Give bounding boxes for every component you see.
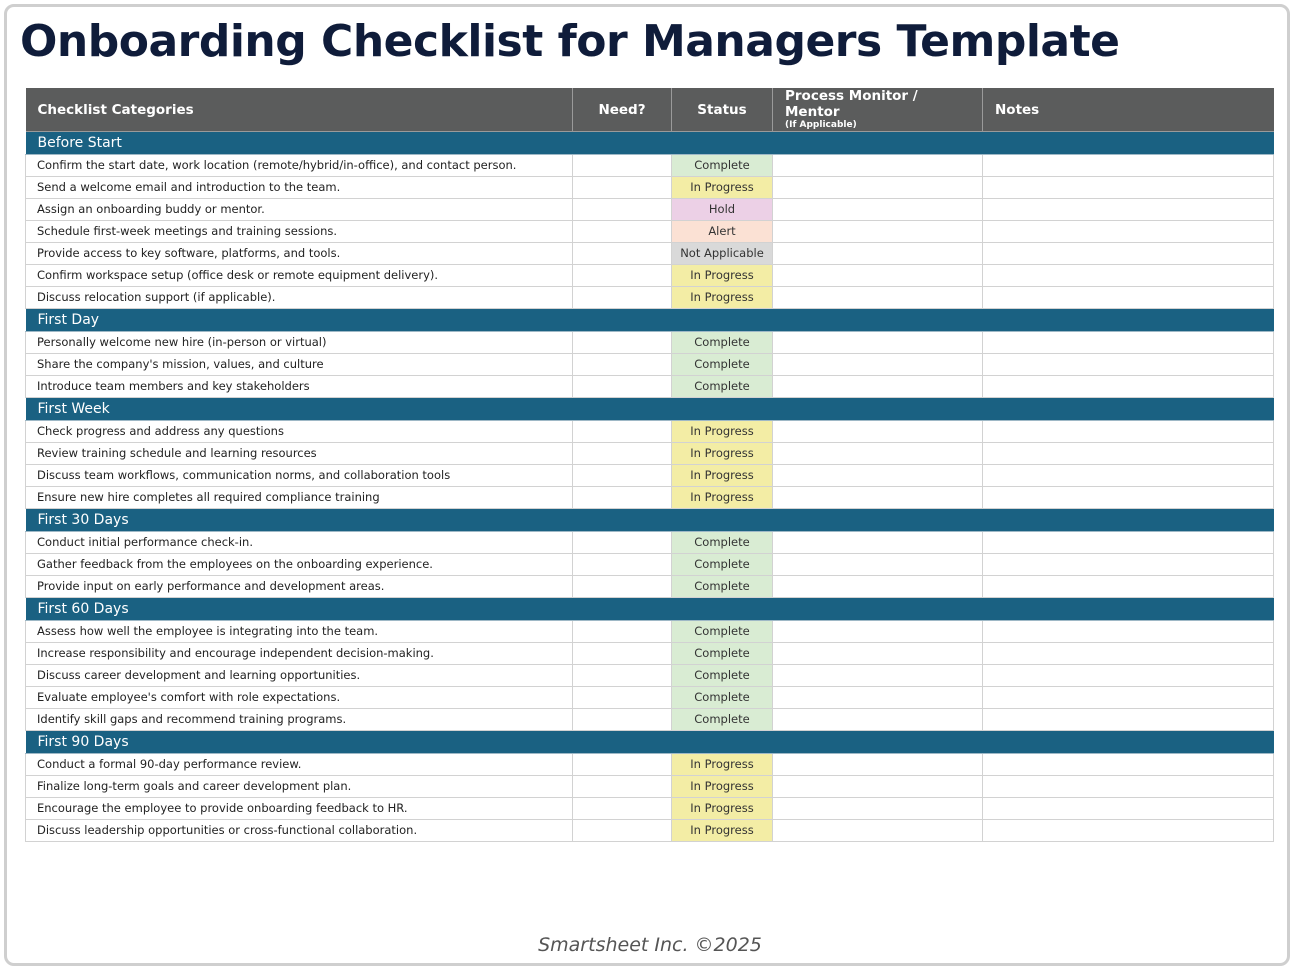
table-row — [26, 798, 1274, 820]
need-cell[interactable] — [573, 798, 672, 820]
task-cell[interactable]: Gather feedback from the employees on the onboarding experience. — [26, 554, 573, 576]
monitor-cell[interactable] — [773, 576, 983, 598]
notes-cell[interactable] — [983, 820, 1274, 842]
monitor-cell[interactable] — [773, 798, 983, 820]
need-cell[interactable] — [573, 621, 672, 643]
monitor-cell[interactable] — [773, 643, 983, 665]
task-cell[interactable]: Discuss relocation support (if applicable). — [26, 287, 573, 309]
need-cell[interactable] — [573, 243, 672, 265]
notes-cell[interactable] — [983, 177, 1274, 199]
table-row — [26, 287, 1274, 309]
section-title: First 30 Days — [26, 509, 1274, 532]
section-row — [26, 598, 1274, 621]
monitor-cell[interactable] — [773, 221, 983, 243]
section-row — [26, 132, 1274, 155]
table-row — [26, 665, 1274, 687]
monitor-cell[interactable] — [773, 155, 983, 177]
need-cell[interactable] — [573, 487, 672, 509]
need-cell[interactable] — [573, 155, 672, 177]
task-cell[interactable]: Discuss leadership opportunities or cross-functional collaboration. — [26, 820, 573, 842]
section-title: First 90 Days — [26, 731, 1274, 754]
monitor-cell[interactable] — [773, 332, 983, 354]
task-cell[interactable]: Identify skill gaps and recommend training programs. — [26, 709, 573, 731]
monitor-cell[interactable] — [773, 287, 983, 309]
section-title: First Day — [26, 309, 1274, 332]
task-cell[interactable]: Discuss career development and learning opportunities. — [26, 665, 573, 687]
status-cell[interactable]: Complete — [672, 376, 773, 398]
monitor-cell[interactable] — [773, 709, 983, 731]
status-cell[interactable]: In Progress — [672, 798, 773, 820]
need-cell[interactable] — [573, 354, 672, 376]
task-cell[interactable]: Finalize long-term goals and career development plan. — [26, 776, 573, 798]
status-cell[interactable]: Complete — [672, 332, 773, 354]
section-title: First 60 Days — [26, 598, 1274, 621]
checklist-table — [25, 88, 1274, 842]
task-cell[interactable]: Confirm workspace setup (office desk or remote equipment delivery). — [26, 265, 573, 287]
table-row — [26, 621, 1274, 643]
need-cell[interactable] — [573, 820, 672, 842]
table-row — [26, 177, 1274, 199]
notes-cell[interactable] — [983, 576, 1274, 598]
notes-cell[interactable] — [983, 221, 1274, 243]
notes-cell[interactable] — [983, 199, 1274, 221]
monitor-cell[interactable] — [773, 665, 983, 687]
status-cell[interactable]: Complete — [672, 155, 773, 177]
monitor-cell[interactable] — [773, 243, 983, 265]
notes-cell[interactable] — [983, 287, 1274, 309]
status-cell[interactable]: In Progress — [672, 287, 773, 309]
checklist-body — [26, 132, 1274, 842]
need-cell[interactable] — [573, 576, 672, 598]
notes-cell[interactable] — [983, 243, 1274, 265]
task-cell[interactable]: Share the company's mission, values, and culture — [26, 354, 573, 376]
notes-cell[interactable] — [983, 776, 1274, 798]
status-cell[interactable]: Complete — [672, 643, 773, 665]
footer-text: Smartsheet Inc. ©2025 — [538, 934, 762, 956]
status-cell[interactable]: In Progress — [672, 465, 773, 487]
status-cell[interactable]: Complete — [672, 554, 773, 576]
notes-cell[interactable] — [983, 465, 1274, 487]
need-cell[interactable] — [573, 443, 672, 465]
notes-cell[interactable] — [983, 155, 1274, 177]
status-cell[interactable]: In Progress — [672, 820, 773, 842]
need-cell[interactable] — [573, 376, 672, 398]
task-cell[interactable]: Evaluate employee's comfort with role expectations. — [26, 687, 573, 709]
notes-cell[interactable] — [983, 487, 1274, 509]
table-row — [26, 221, 1274, 243]
task-cell[interactable]: Ensure new hire completes all required compliance training — [26, 487, 573, 509]
status-cell[interactable]: Complete — [672, 665, 773, 687]
table-row — [26, 443, 1274, 465]
section-row — [26, 731, 1274, 754]
column-header-monitor — [773, 88, 983, 132]
task-cell[interactable]: Conduct initial performance check-in. — [26, 532, 573, 554]
task-cell[interactable]: Personally welcome new hire (in-person or virtual) — [26, 332, 573, 354]
status-cell[interactable]: In Progress — [672, 754, 773, 776]
page-title: Onboarding Checklist for Managers Template — [20, 16, 1120, 67]
need-cell[interactable] — [573, 754, 672, 776]
monitor-cell[interactable] — [773, 687, 983, 709]
column-header-category: Checklist Categories — [26, 88, 573, 132]
status-cell[interactable]: Complete — [672, 532, 773, 554]
status-cell[interactable]: Complete — [672, 621, 773, 643]
monitor-cell[interactable] — [773, 421, 983, 443]
status-cell[interactable]: Complete — [672, 576, 773, 598]
monitor-cell[interactable] — [773, 820, 983, 842]
status-cell[interactable]: Complete — [672, 354, 773, 376]
table-row — [26, 155, 1274, 177]
status-cell[interactable]: In Progress — [672, 421, 773, 443]
notes-cell[interactable] — [983, 754, 1274, 776]
need-cell[interactable] — [573, 177, 672, 199]
notes-cell[interactable] — [983, 687, 1274, 709]
need-cell[interactable] — [573, 265, 672, 287]
monitor-cell[interactable] — [773, 199, 983, 221]
need-cell[interactable] — [573, 221, 672, 243]
status-cell[interactable]: In Progress — [672, 487, 773, 509]
task-cell[interactable]: Assess how well the employee is integrating into the team. — [26, 621, 573, 643]
need-cell[interactable] — [573, 687, 672, 709]
table-row — [26, 532, 1274, 554]
table-row — [26, 554, 1274, 576]
need-cell[interactable] — [573, 709, 672, 731]
header-row — [26, 88, 1274, 132]
footer-copyright — [0, 934, 1300, 956]
table-row — [26, 576, 1274, 598]
status-cell[interactable]: In Progress — [672, 776, 773, 798]
notes-cell[interactable] — [983, 354, 1274, 376]
status-cell[interactable]: In Progress — [672, 265, 773, 287]
table-row — [26, 643, 1274, 665]
table-row — [26, 776, 1274, 798]
monitor-cell[interactable] — [773, 443, 983, 465]
column-header-status: Status — [672, 88, 773, 132]
table-row — [26, 421, 1274, 443]
table-row — [26, 376, 1274, 398]
table-row — [26, 332, 1274, 354]
column-header-need: Need? — [573, 88, 672, 132]
task-cell[interactable]: Confirm the start date, work location (remote/hybrid/in-office), and contact person. — [26, 155, 573, 177]
need-cell[interactable] — [573, 199, 672, 221]
table-row — [26, 199, 1274, 221]
need-cell[interactable] — [573, 465, 672, 487]
table-row — [26, 487, 1274, 509]
column-header-monitor-label: Process Monitor / Mentor — [785, 88, 918, 120]
task-cell[interactable]: Assign an onboarding buddy or mentor. — [26, 199, 573, 221]
need-cell[interactable] — [573, 776, 672, 798]
notes-cell[interactable] — [983, 265, 1274, 287]
monitor-cell[interactable] — [773, 177, 983, 199]
need-cell[interactable] — [573, 287, 672, 309]
table-row — [26, 243, 1274, 265]
need-cell[interactable] — [573, 532, 672, 554]
status-cell[interactable]: In Progress — [672, 443, 773, 465]
task-cell[interactable]: Provide access to key software, platforms, and tools. — [26, 243, 573, 265]
table-row — [26, 820, 1274, 842]
table-row — [26, 465, 1274, 487]
monitor-cell[interactable] — [773, 621, 983, 643]
notes-cell[interactable] — [983, 421, 1274, 443]
status-cell[interactable]: In Progress — [672, 177, 773, 199]
column-header-monitor-sublabel: (If Applicable) — [785, 120, 857, 130]
notes-cell[interactable] — [983, 798, 1274, 820]
monitor-cell[interactable] — [773, 376, 983, 398]
need-cell[interactable] — [573, 665, 672, 687]
task-cell[interactable]: Discuss team workflows, communication norms, and collaboration tools — [26, 465, 573, 487]
monitor-cell[interactable] — [773, 265, 983, 287]
need-cell[interactable] — [573, 554, 672, 576]
notes-cell[interactable] — [983, 621, 1274, 643]
section-title: First Week — [26, 398, 1274, 421]
status-cell[interactable]: Hold — [672, 199, 773, 221]
notes-cell[interactable] — [983, 665, 1274, 687]
section-row — [26, 309, 1274, 332]
need-cell[interactable] — [573, 332, 672, 354]
monitor-cell[interactable] — [773, 554, 983, 576]
table-row — [26, 709, 1274, 731]
monitor-cell[interactable] — [773, 776, 983, 798]
monitor-cell[interactable] — [773, 532, 983, 554]
task-cell[interactable]: Send a welcome email and introduction to the team. — [26, 177, 573, 199]
task-cell[interactable]: Schedule first-week meetings and training sessions. — [26, 221, 573, 243]
table-row — [26, 265, 1274, 287]
notes-cell[interactable] — [983, 554, 1274, 576]
column-header-notes: Notes — [983, 88, 1274, 132]
notes-cell[interactable] — [983, 532, 1274, 554]
notes-cell[interactable] — [983, 443, 1274, 465]
section-title: Before Start — [26, 132, 1274, 155]
status-cell[interactable]: Complete — [672, 709, 773, 731]
monitor-cell[interactable] — [773, 354, 983, 376]
task-cell[interactable]: Conduct a formal 90-day performance review. — [26, 754, 573, 776]
section-row — [26, 398, 1274, 421]
monitor-cell[interactable] — [773, 465, 983, 487]
status-cell[interactable]: Alert — [672, 221, 773, 243]
need-cell[interactable] — [573, 643, 672, 665]
notes-cell[interactable] — [983, 376, 1274, 398]
table-row — [26, 687, 1274, 709]
table-row — [26, 754, 1274, 776]
need-cell[interactable] — [573, 421, 672, 443]
notes-cell[interactable] — [983, 709, 1274, 731]
task-cell[interactable]: Increase responsibility and encourage independent decision-making. — [26, 643, 573, 665]
task-cell[interactable]: Review training schedule and learning resources — [26, 443, 573, 465]
status-cell[interactable]: Not Applicable — [672, 243, 773, 265]
section-row — [26, 509, 1274, 532]
task-cell[interactable]: Check progress and address any questions — [26, 421, 573, 443]
table-row — [26, 354, 1274, 376]
notes-cell[interactable] — [983, 643, 1274, 665]
monitor-cell[interactable] — [773, 754, 983, 776]
status-cell[interactable]: Complete — [672, 687, 773, 709]
monitor-cell[interactable] — [773, 487, 983, 509]
task-cell[interactable]: Introduce team members and key stakeholders — [26, 376, 573, 398]
task-cell[interactable]: Encourage the employee to provide onboarding feedback to HR. — [26, 798, 573, 820]
task-cell[interactable]: Provide input on early performance and development areas. — [26, 576, 573, 598]
notes-cell[interactable] — [983, 332, 1274, 354]
